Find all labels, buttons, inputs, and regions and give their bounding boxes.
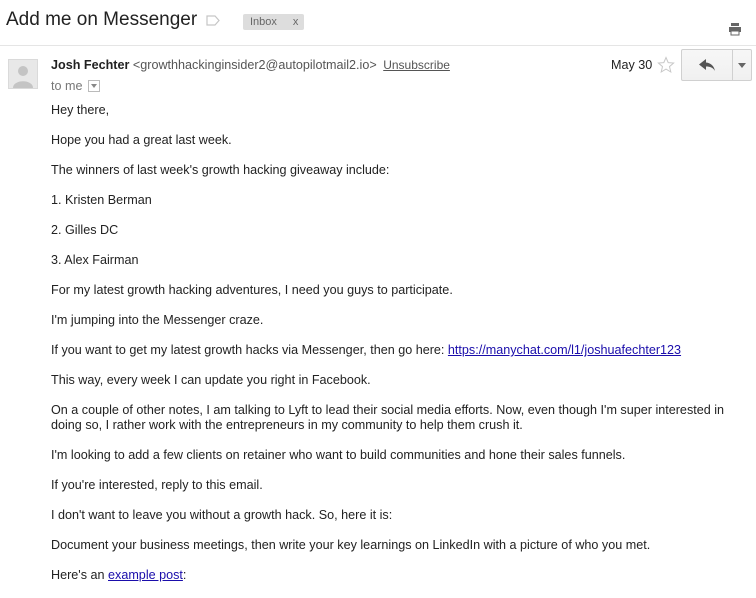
reply-button[interactable] xyxy=(681,49,733,81)
body-paragraph: Hope you had a great last week. xyxy=(51,133,232,147)
more-options-button[interactable] xyxy=(733,49,752,81)
reply-button-group xyxy=(681,49,752,81)
sender-line xyxy=(51,58,450,72)
inbox-label-chip[interactable] xyxy=(243,14,304,30)
body-text: : xyxy=(182,568,187,582)
email-header xyxy=(0,0,756,46)
sender-avatar xyxy=(8,59,38,89)
printer-icon[interactable] xyxy=(728,22,742,36)
body-text: If you want to get my latest growth hacks via Messenger, then go here: xyxy=(51,343,448,357)
winner-item: 3. Alex Fairman xyxy=(51,253,139,267)
email-date: May 30 xyxy=(611,58,653,72)
body-greeting: Hey there, xyxy=(51,103,110,117)
unsubscribe-link[interactable]: Unsubscribe xyxy=(383,58,450,72)
inbox-label-text: Inbox xyxy=(250,16,277,28)
body-paragraph: The winners of last week's growth hacking giveaway include: xyxy=(51,163,390,177)
email-subject: Add me on Messenger xyxy=(6,9,198,30)
body-paragraph: If you're interested, reply to this email. xyxy=(51,478,263,492)
example-post-link[interactable]: example post xyxy=(108,568,183,582)
winner-item: 1. Kristen Berman xyxy=(51,193,152,207)
label-outline-icon[interactable] xyxy=(206,15,220,26)
default-avatar-icon xyxy=(9,60,37,88)
body-text: Here's an xyxy=(51,568,109,582)
body-paragraph: This way, every week I can update you right in Facebook. xyxy=(51,373,371,387)
chevron-down-icon xyxy=(738,63,746,68)
body-paragraph: I don't want to leave you without a growth hack. So, here it is: xyxy=(51,508,393,522)
remove-label-button[interactable]: x xyxy=(292,16,299,28)
star-outline-icon[interactable] xyxy=(657,56,675,74)
winner-item: 2. Gilles DC xyxy=(51,223,119,237)
small-dropdown-icon xyxy=(91,84,97,88)
body-paragraph: For my latest growth hacking adventures, I need you guys to participate. xyxy=(51,283,453,297)
email-body xyxy=(51,103,751,598)
body-paragraph-with-link xyxy=(51,343,751,358)
recipient-line xyxy=(51,79,100,93)
sender-name[interactable]: Josh Fechter xyxy=(51,58,130,72)
manychat-link[interactable]: https://manychat.com/l1/joshuafechter123 xyxy=(447,343,682,357)
sender-email: <growthhackinginsider2@autopilotmail2.io> xyxy=(132,58,377,72)
recipient-details-button[interactable] xyxy=(88,80,100,92)
body-paragraph: On a couple of other notes, I am talking to Lyft to lead their social media efforts. Now, even though I'm super interested in doing so, I rather work with the entrepreneurs in my community to help them crush it. xyxy=(51,403,725,432)
reply-arrow-icon xyxy=(699,59,715,71)
body-paragraph: I'm looking to add a few clients on retainer who want to build communities and hone their sales funnels. xyxy=(51,448,626,462)
header-divider xyxy=(0,45,756,46)
body-paragraph: I'm jumping into the Messenger craze. xyxy=(51,313,264,327)
recipient-text: to me xyxy=(51,79,83,93)
body-paragraph-with-link xyxy=(51,568,751,583)
body-paragraph: Document your business meetings, then write your key learnings on LinkedIn with a picture of who you met. xyxy=(51,538,651,552)
